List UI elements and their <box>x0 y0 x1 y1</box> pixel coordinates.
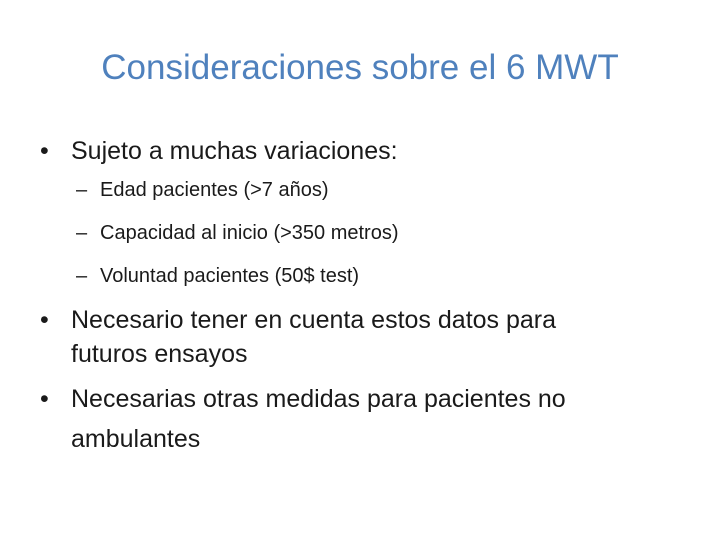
bullet-text-line-2: ambulantes <box>71 425 201 453</box>
bullet-text-line-1: Necesarias otras medidas para pacientes no <box>71 385 566 413</box>
sub-item-willingness <box>76 262 359 290</box>
sub-item-text: Capacidad al inicio (>350 metros) <box>100 222 399 244</box>
dash-icon: – <box>76 179 88 201</box>
bullet-text-line-2: futuros ensayos <box>71 340 248 368</box>
dash-icon: – <box>76 222 88 244</box>
bullet-icon: • <box>40 306 49 334</box>
bullet-icon: • <box>40 137 49 165</box>
bullet-icon: • <box>40 385 49 413</box>
slide-title: Consideraciones sobre el 6 MWT <box>101 48 619 87</box>
bullet-text: Sujeto a muchas variaciones: <box>71 137 398 165</box>
sub-item-age <box>76 176 329 204</box>
dash-icon: – <box>76 265 88 287</box>
sub-item-text: Edad pacientes (>7 años) <box>100 179 329 201</box>
sub-item-text: Voluntad pacientes (50$ test) <box>100 265 360 287</box>
bullet-text-line-1: Necesario tener en cuenta estos datos para <box>71 306 557 334</box>
sub-item-capacity <box>76 219 399 247</box>
